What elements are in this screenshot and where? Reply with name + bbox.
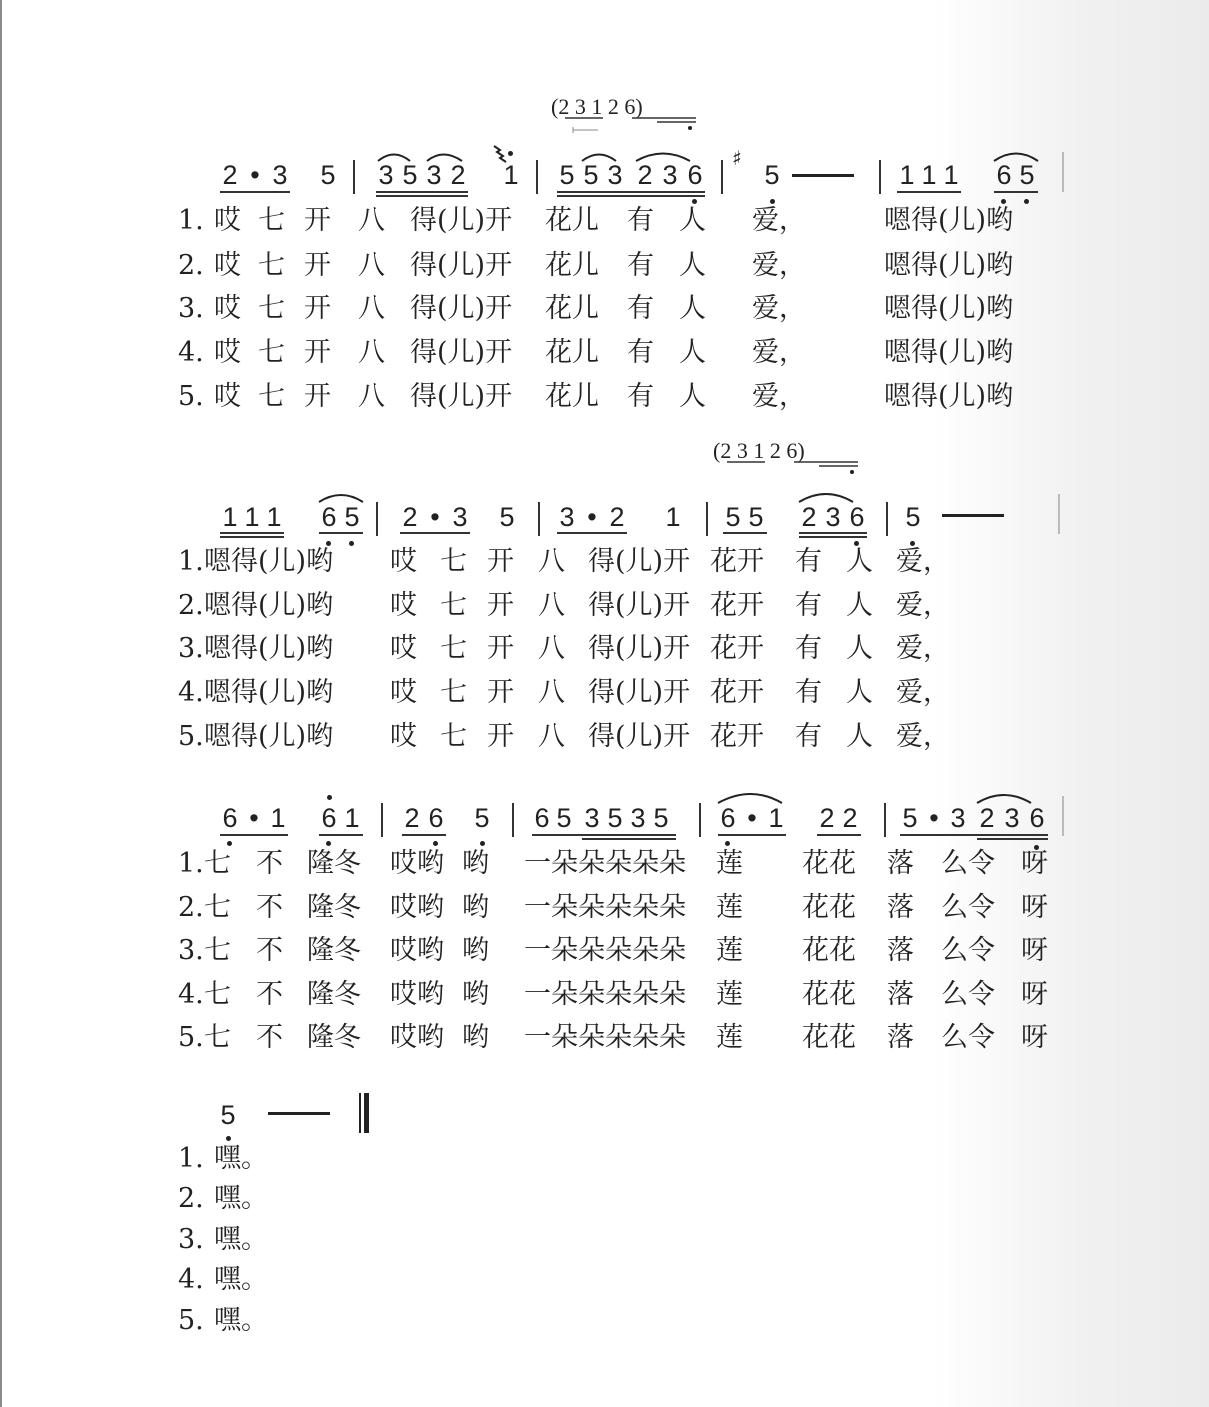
- note: 5: [559, 160, 575, 190]
- slur: [427, 155, 462, 162]
- note: 1: [768, 803, 784, 833]
- note: 5: [725, 502, 741, 532]
- note-dot: •: [249, 803, 259, 833]
- slur: [977, 795, 1031, 803]
- verse-number: 3.: [178, 1224, 204, 1255]
- note-dot: •: [929, 803, 939, 833]
- note: 5: [556, 803, 572, 833]
- lyric: 嘿。: [214, 1264, 268, 1295]
- note: 6: [428, 803, 444, 833]
- note: 5: [607, 803, 623, 833]
- note: 6: [1029, 803, 1045, 833]
- verse-number: 2.: [178, 1183, 204, 1214]
- note: 5: [474, 803, 490, 833]
- note: 1: [943, 160, 959, 190]
- note: 3: [272, 160, 288, 190]
- note: 2: [979, 803, 995, 833]
- note: 2: [402, 502, 418, 532]
- note: 2: [819, 803, 835, 833]
- note-dot: •: [250, 160, 260, 190]
- note: 5: [499, 502, 515, 532]
- note: 2: [404, 803, 420, 833]
- note: 1: [244, 502, 260, 532]
- intro-parenthesis: (2 3 1 2 6): [551, 94, 643, 119]
- note: 3: [426, 160, 442, 190]
- note-dot: •: [430, 502, 440, 532]
- lyric: 嘿。: [214, 1224, 268, 1255]
- note: 5: [320, 160, 336, 190]
- note: 1: [665, 502, 681, 532]
- lyric: 嘿。: [214, 1305, 268, 1336]
- note: 3: [630, 803, 646, 833]
- note: 6: [996, 160, 1012, 190]
- note: 5: [344, 502, 360, 532]
- slur: [582, 155, 616, 162]
- note: 3: [607, 160, 623, 190]
- note: 5: [402, 160, 418, 190]
- note: 5: [748, 502, 764, 532]
- note: 1: [222, 502, 238, 532]
- verse-number: 1.: [178, 1143, 204, 1174]
- note: 6: [849, 502, 865, 532]
- sharp-accidental: ♯: [732, 146, 742, 170]
- ornament-mordent: [494, 146, 506, 162]
- note: 5: [905, 502, 921, 532]
- note: 3: [559, 502, 575, 532]
- note: 1: [344, 803, 360, 833]
- paren-beam: [573, 127, 598, 133]
- note: 6: [720, 803, 736, 833]
- note: 6: [687, 160, 703, 190]
- note: 3: [1004, 803, 1020, 833]
- note: 2: [842, 803, 858, 833]
- note: 3: [662, 160, 678, 190]
- verse-number: 5.: [178, 1305, 204, 1336]
- lyric: 嘿。: [214, 1183, 268, 1214]
- slur: [994, 154, 1038, 162]
- note: 5: [583, 160, 599, 190]
- note-dot: •: [587, 502, 597, 532]
- lyric: 嘿。: [214, 1143, 268, 1174]
- paren-dot: [688, 126, 692, 130]
- slur: [378, 155, 410, 162]
- note: 3: [452, 502, 468, 532]
- note: 3: [950, 803, 966, 833]
- note: 6: [222, 803, 238, 833]
- note: 1: [921, 160, 937, 190]
- note: 2: [801, 502, 817, 532]
- note: 5: [653, 803, 669, 833]
- interlude-parenthesis: (2 3 1 2 6): [713, 438, 805, 463]
- note: 6: [321, 502, 337, 532]
- note: 6: [534, 803, 550, 833]
- note: 2: [450, 160, 466, 190]
- note: 5: [1019, 160, 1035, 190]
- slur: [799, 494, 853, 502]
- note-dot: •: [747, 803, 757, 833]
- note: 1: [270, 803, 286, 833]
- verse-number: 4.: [178, 1264, 204, 1295]
- note: 1: [899, 160, 915, 190]
- note: 1: [266, 502, 282, 532]
- note: 2: [222, 160, 238, 190]
- slur: [718, 794, 782, 803]
- note: 3: [584, 803, 600, 833]
- note: 6: [321, 803, 337, 833]
- slur: [319, 495, 363, 502]
- note: 3: [378, 160, 394, 190]
- note: 3: [825, 502, 841, 532]
- slur: [636, 154, 690, 162]
- note: 5: [764, 160, 780, 190]
- note: 2: [609, 502, 625, 532]
- note: 5: [220, 1100, 236, 1130]
- slur-arcs: [319, 154, 1038, 804]
- note: 2: [637, 160, 653, 190]
- paren-dot: [850, 470, 854, 474]
- note: 5: [902, 803, 918, 833]
- note: 1: [503, 160, 519, 190]
